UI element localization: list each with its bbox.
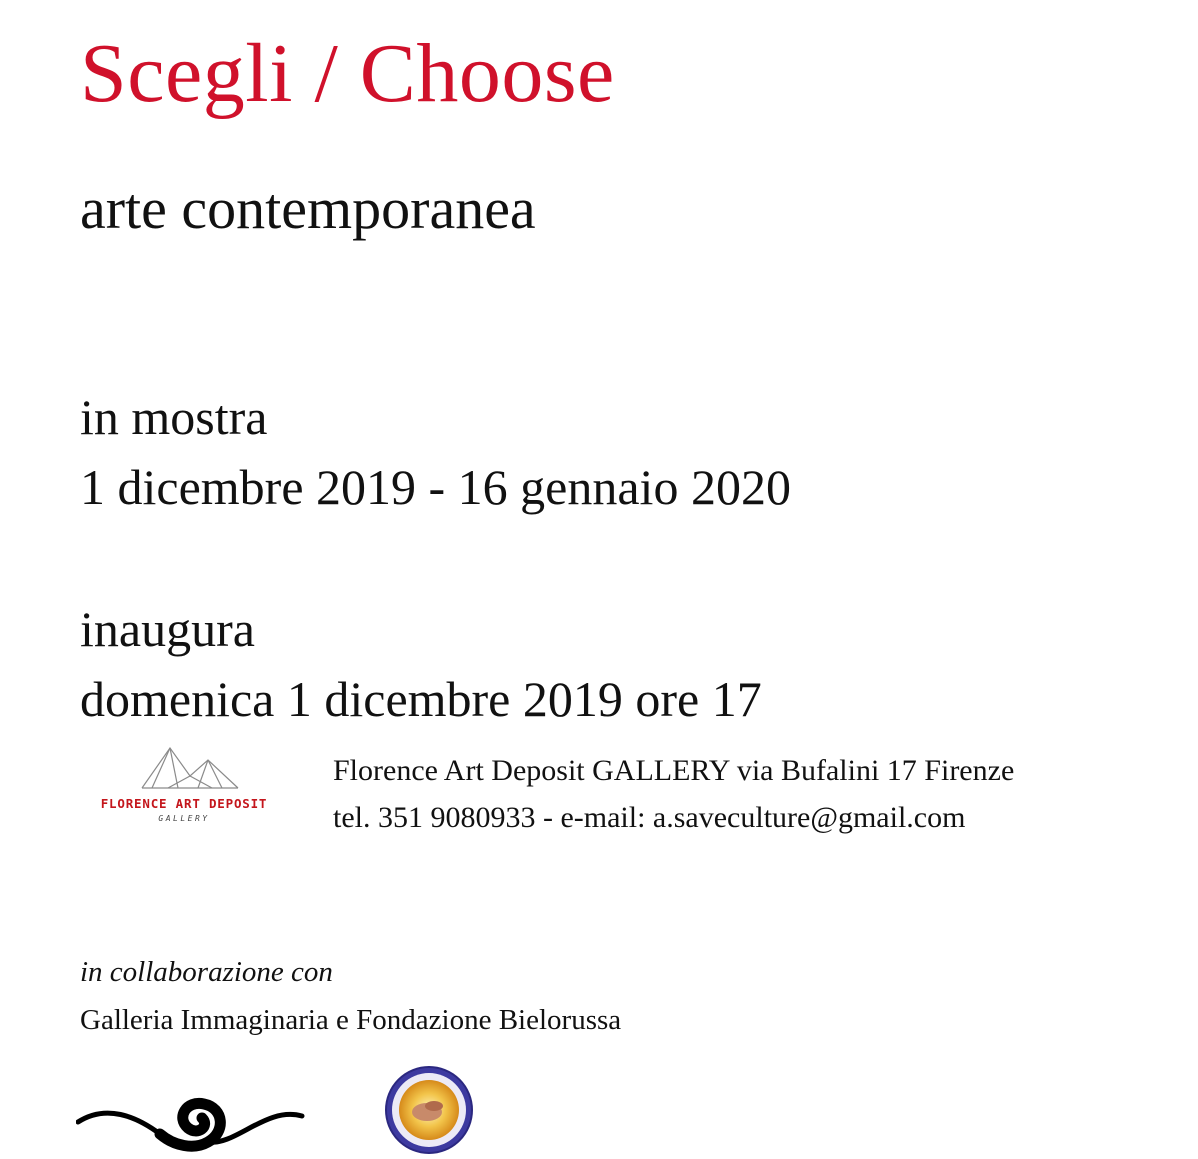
gallery-address: Florence Art Deposit GALLERY via Bufalini 17 Firenze [333, 754, 1015, 787]
gallery-logo [78, 742, 290, 830]
gallery-contact: tel. 351 9080933 - e-mail: a.saveculture@gmail.com [333, 801, 966, 834]
emblem-seal-icon [372, 1064, 486, 1154]
poster-title: Scegli / Choose [80, 27, 615, 120]
gallery-logo-name: FLORENCE ART DEPOSIT [100, 796, 268, 811]
opening-label: inaugura [80, 601, 255, 657]
exhibition-label: in mostra [80, 389, 268, 445]
swirl-logo-icon [76, 1086, 308, 1154]
mountain-icon [138, 742, 248, 792]
gallery-logo-subtitle: GALLERY [158, 814, 210, 823]
collaboration-partners: Galleria Immaginaria e Fondazione Bielorussa [80, 1004, 622, 1036]
collaboration-label: in collaborazione con [80, 956, 333, 988]
exhibition-dates: 1 dicembre 2019 - 16 gennaio 2020 [80, 459, 791, 515]
opening-date: domenica 1 dicembre 2019 ore 17 [80, 671, 762, 727]
poster-subtitle: arte contemporanea [80, 176, 536, 241]
